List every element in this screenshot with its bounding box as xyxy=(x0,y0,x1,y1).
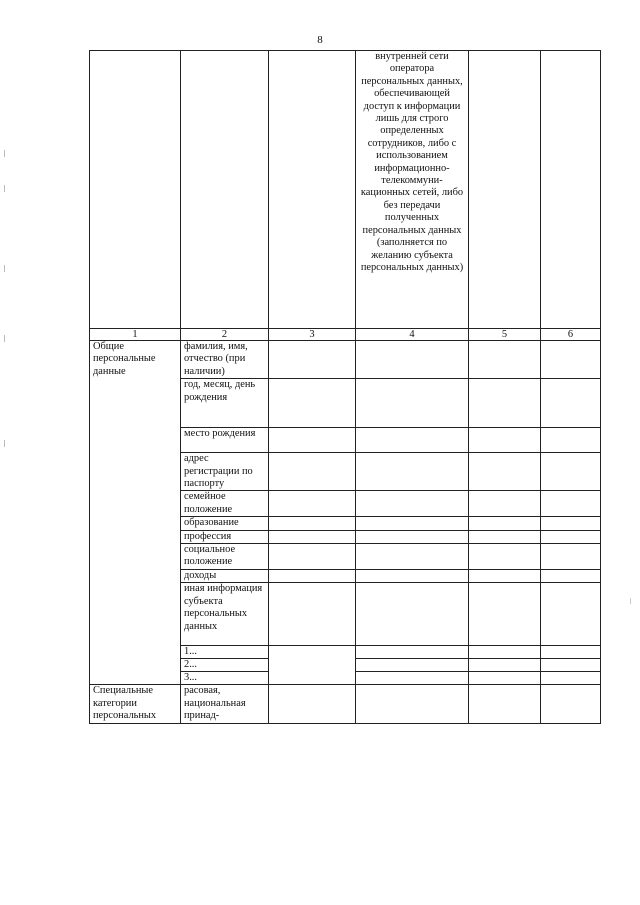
input-cell[interactable] xyxy=(469,491,541,517)
scan-mark xyxy=(4,150,5,157)
input-cell[interactable] xyxy=(541,428,601,453)
input-cell[interactable] xyxy=(469,646,541,685)
input-cell[interactable] xyxy=(469,583,541,646)
input-cell[interactable] xyxy=(269,544,356,570)
row-label: социальное положение xyxy=(181,544,269,570)
group-special-label: Специальные категории персональных xyxy=(90,685,181,723)
header-cell-6 xyxy=(541,51,601,329)
input-cell[interactable] xyxy=(541,583,601,646)
input-cell[interactable] xyxy=(356,517,469,530)
input-cell[interactable] xyxy=(356,583,469,646)
header-cell-1 xyxy=(90,51,181,329)
input-cell[interactable] xyxy=(269,583,356,646)
input-cell[interactable] xyxy=(269,569,356,582)
input-cell[interactable] xyxy=(541,453,601,491)
input-cell[interactable] xyxy=(469,530,541,543)
scan-mark xyxy=(4,185,5,192)
blank-line xyxy=(541,659,600,672)
input-cell[interactable] xyxy=(541,517,601,530)
header-cell-4: внутренней сети оператора персональных данных, обеспечивающей доступ к информации лишь для строго определенных сотрудников, либо с использованием информационно-телекоммуни-кационных сетей, либо без передачи полученных персональных данных (заполняется по желанию субъекта персональных данных) xyxy=(356,51,469,329)
row-label: профессия xyxy=(181,530,269,543)
input-cell[interactable] xyxy=(269,491,356,517)
input-cell[interactable] xyxy=(356,379,469,428)
input-cell[interactable] xyxy=(541,379,601,428)
row-label: иная информация субъекта персональных данных xyxy=(181,583,269,646)
row-label: доходы xyxy=(181,569,269,582)
scan-mark xyxy=(4,265,5,272)
column-number: 2 xyxy=(181,329,269,341)
input-cell[interactable] xyxy=(469,428,541,453)
input-cell[interactable] xyxy=(356,569,469,582)
blank-line xyxy=(356,646,468,659)
sub-item: 1... xyxy=(181,646,268,659)
blank-line xyxy=(469,646,540,659)
blank-line xyxy=(541,672,600,684)
input-cell[interactable] xyxy=(356,646,469,685)
input-cell[interactable] xyxy=(356,453,469,491)
row-label: семейное положение xyxy=(181,491,269,517)
input-cell[interactable] xyxy=(269,453,356,491)
row-label: образование xyxy=(181,517,269,530)
blank-line xyxy=(356,672,468,684)
row-label: адрес регистрации по паспорту xyxy=(181,453,269,491)
input-cell[interactable] xyxy=(541,685,601,723)
table-header-row xyxy=(90,51,601,329)
blank-line xyxy=(541,646,600,659)
input-cell[interactable] xyxy=(541,544,601,570)
input-cell[interactable] xyxy=(269,379,356,428)
input-cell[interactable] xyxy=(356,544,469,570)
column-number: 3 xyxy=(269,329,356,341)
blank-line xyxy=(469,672,540,684)
input-cell[interactable] xyxy=(541,341,601,379)
column-number: 5 xyxy=(469,329,541,341)
input-cell[interactable] xyxy=(541,569,601,582)
input-cell[interactable] xyxy=(356,428,469,453)
sub-item-list xyxy=(181,646,269,685)
header-cell-3 xyxy=(269,51,356,329)
sub-item: 2... xyxy=(181,659,268,672)
input-cell[interactable] xyxy=(356,341,469,379)
input-cell[interactable] xyxy=(269,646,356,685)
input-cell[interactable] xyxy=(469,379,541,428)
table-row xyxy=(90,685,601,723)
row-label: фамилия, имя, отчество (при наличии) xyxy=(181,341,269,379)
input-cell[interactable] xyxy=(469,685,541,723)
input-cell[interactable] xyxy=(356,491,469,517)
page-number: 8 xyxy=(317,34,323,46)
personal-data-table xyxy=(89,50,601,724)
column-number-row xyxy=(90,329,601,341)
column-number: 6 xyxy=(541,329,601,341)
row-label: место рождения xyxy=(181,428,269,453)
header-cell-2 xyxy=(181,51,269,329)
input-cell[interactable] xyxy=(469,569,541,582)
input-cell[interactable] xyxy=(269,341,356,379)
column-number: 4 xyxy=(356,329,469,341)
scan-mark xyxy=(4,440,5,447)
blank-line xyxy=(469,659,540,672)
input-cell[interactable] xyxy=(541,646,601,685)
input-cell[interactable] xyxy=(356,530,469,543)
input-cell[interactable] xyxy=(469,453,541,491)
row-label: год, месяц, день рождения xyxy=(181,379,269,428)
input-cell[interactable] xyxy=(469,341,541,379)
input-cell[interactable] xyxy=(469,517,541,530)
blank-line xyxy=(269,646,355,682)
input-cell[interactable] xyxy=(269,428,356,453)
table-row xyxy=(90,341,601,379)
input-cell[interactable] xyxy=(269,517,356,530)
input-cell[interactable] xyxy=(541,530,601,543)
input-cell[interactable] xyxy=(541,491,601,517)
sub-item: 3... xyxy=(184,672,197,684)
input-cell[interactable] xyxy=(269,685,356,723)
row-label: расовая, национальная принад- xyxy=(181,685,269,723)
group-general-label: Общие персональные данные xyxy=(90,341,181,685)
header-cell-5 xyxy=(469,51,541,329)
scan-mark xyxy=(630,598,631,604)
scan-mark xyxy=(4,335,5,342)
column-number: 1 xyxy=(90,329,181,341)
input-cell[interactable] xyxy=(469,544,541,570)
input-cell[interactable] xyxy=(269,530,356,543)
input-cell[interactable] xyxy=(356,685,469,723)
blank-line xyxy=(356,659,468,672)
